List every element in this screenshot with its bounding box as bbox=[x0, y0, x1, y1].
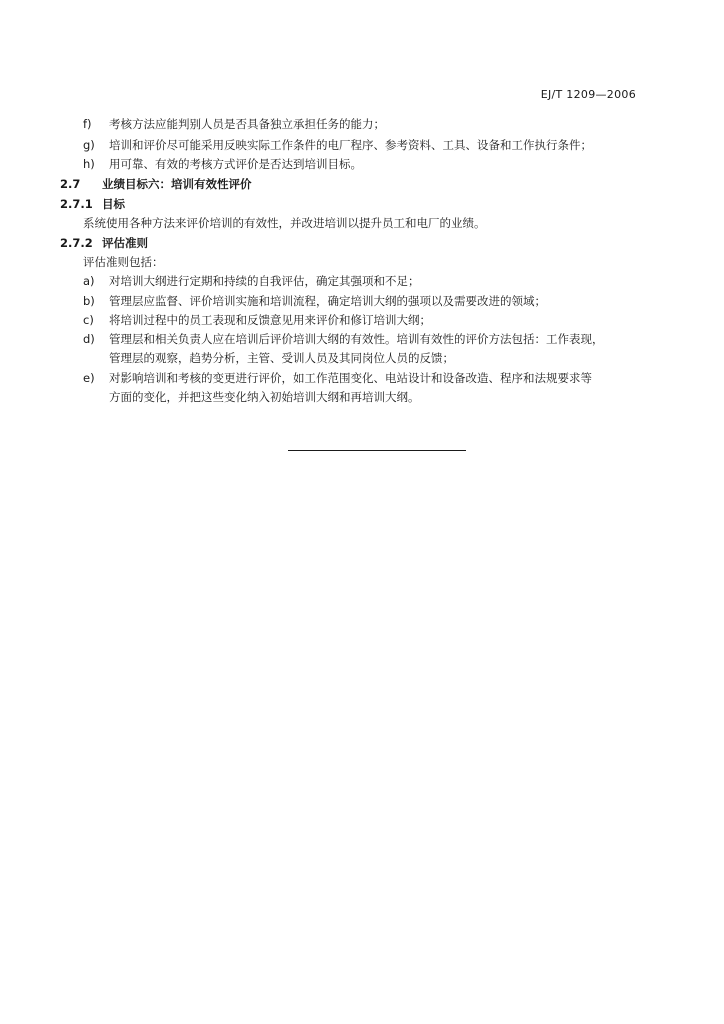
list-item bbox=[83, 293, 546, 309]
section-number: 2.7 bbox=[60, 177, 81, 191]
item-text: 对影响培训和考核的变更进行评价，如工作范围变化、电站设计和设备改造、程序和法规要求等 bbox=[109, 371, 592, 385]
list-item bbox=[83, 273, 420, 289]
item-marker: g) bbox=[83, 138, 95, 152]
section-heading-2-7 bbox=[60, 176, 252, 192]
section-title: 评估准则 bbox=[102, 236, 148, 250]
item-marker: d) bbox=[83, 332, 95, 346]
item-continuation: 方面的变化，并把这些变化纳入初始培训大纲和再培训大纲。 bbox=[109, 390, 420, 404]
item-marker: f) bbox=[83, 117, 92, 131]
list-item bbox=[83, 331, 604, 347]
end-of-document-rule bbox=[288, 450, 466, 451]
list-item bbox=[83, 156, 362, 172]
list-item bbox=[83, 137, 592, 153]
item-text: 将培训过程中的员工表现和反馈意见用来评价和修订培训大纲； bbox=[109, 313, 431, 327]
list-item bbox=[83, 370, 592, 386]
section-intro: 评估准则包括： bbox=[83, 255, 164, 269]
section-heading-2-7-2 bbox=[60, 235, 148, 251]
item-text: 管理层应监督、评价培训实施和培训流程，确定培训大纲的强项以及需要改进的领域； bbox=[109, 294, 546, 308]
document-code: EJ/T 1209—2006 bbox=[540, 88, 636, 101]
item-marker: b) bbox=[83, 294, 95, 308]
section-heading-2-7-1 bbox=[60, 196, 125, 212]
item-marker: c) bbox=[83, 313, 94, 327]
item-marker: e) bbox=[83, 371, 95, 385]
list-item bbox=[83, 312, 431, 328]
section-title: 目标 bbox=[102, 197, 125, 211]
section-title: 业绩目标六：培训有效性评价 bbox=[102, 177, 252, 191]
section-number: 2.7.1 bbox=[60, 197, 93, 211]
item-marker: h) bbox=[83, 157, 95, 171]
item-text: 对培训大纲进行定期和持续的自我评估，确定其强项和不足； bbox=[109, 274, 420, 288]
item-text: 培训和评价尽可能采用反映实际工作条件的电厂程序、参考资料、工具、设备和工作执行条件； bbox=[109, 138, 592, 152]
list-item bbox=[83, 116, 385, 132]
item-text: 考核方法应能判别人员是否具备独立承担任务的能力； bbox=[109, 117, 385, 131]
item-text: 用可靠、有效的考核方式评价是否达到培训目标。 bbox=[109, 157, 362, 171]
item-continuation: 管理层的观察，趋势分析，主管、受训人员及其同岗位人员的反馈； bbox=[109, 351, 454, 365]
item-text: 管理层和相关负责人应在培训后评价培训大纲的有效性。培训有效性的评价方法包括：工作表现， bbox=[109, 332, 604, 346]
section-number: 2.7.2 bbox=[60, 236, 93, 250]
section-body: 系统使用各种方法来评价培训的有效性，并改进培训以提升员工和电厂的业绩。 bbox=[83, 216, 486, 230]
item-marker: a) bbox=[83, 274, 95, 288]
